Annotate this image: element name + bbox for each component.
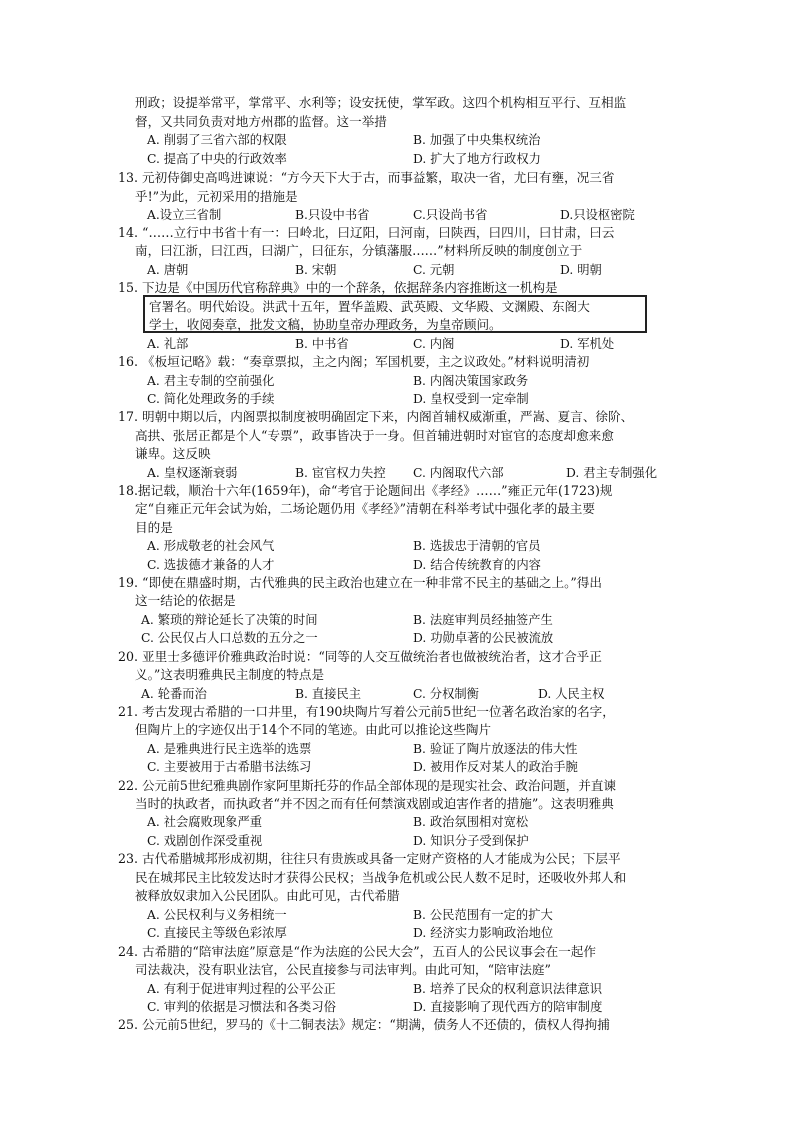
question-text-line: 督，又共同负责对地方州郡的监督。这一举措 (135, 114, 387, 129)
answer-option: A.设立三省制 (147, 208, 222, 222)
question-text-line: 25. 公元前5世纪，罗马的《十二铜表法》规定：“期满，债务人不还债的，债权人得拘捕 (118, 1017, 610, 1032)
question-text-line: 21. 考古发现古希腊的一口井里，有190块陶片写着公元前5世纪一位著名政治家的名字， (118, 704, 615, 719)
answer-option: A. 礼部 (147, 337, 189, 351)
question-text-line: 14. “……立行中书省十有一：曰岭北，曰辽阳，曰河南，曰陕西，曰四川，曰甘肃，曰云 (118, 225, 615, 240)
answer-option: D. 扩大了地方行政权力 (413, 152, 541, 166)
answer-option: A. 社会腐败现象严重 (147, 815, 263, 829)
answer-option: A. 公民权利与义务相统一 (147, 908, 287, 922)
question-text-line: 义。”这表明雅典民主制度的特点是 (135, 667, 325, 682)
question-text-line: 谦卑。这反映 (135, 446, 211, 461)
question-text-line: 15. 下边是《中国历代官称辞典》中的一个辞条，依据辞条内容推断这一机构是 (118, 280, 558, 295)
question-text-line: 学士，收阅奏章，批发文稿，协助皇帝办理政务，为皇帝顾问。 (149, 317, 502, 332)
question-text-line: 司法裁决，没有职业法官，公民直接参与司法审判。由此可知，“陪审法庭” (135, 962, 551, 977)
answer-option: A. 削弱了三省六部的权限 (147, 133, 287, 147)
question-text-line: 当时的执政者，而执政者“并不因之而有任何禁演戏剧或迫害作者的措施”。这表明雅典 (135, 796, 614, 811)
answer-option: D. 结合传统教育的内容 (413, 558, 541, 572)
answer-option: C. 主要被用于古希腊书法练习 (147, 760, 312, 774)
answer-option: B. 公民范围有一定的扩大 (413, 908, 553, 922)
answer-option: B. 内阁决策国家政务 (413, 374, 529, 388)
answer-option: D. 明朝 (560, 263, 602, 277)
answer-option: C. 直接民主等级色彩浓厚 (147, 926, 287, 940)
question-text-line: 定“自雍正元年会试为始，二场论题仍用《孝经》”清朝在科举考试中强化孝的最主要 (135, 501, 595, 516)
answer-option: D. 直接影响了现代西方的陪审制度 (413, 1000, 603, 1014)
answer-option: A. 唐朝 (147, 263, 189, 277)
answer-option: B. 培养了民众的权利意识法律意识 (413, 982, 603, 996)
answer-option: B. 加强了中央集权统治 (413, 133, 541, 147)
answer-option: C. 内阁 (413, 337, 455, 351)
answer-option: C. 审判的依据是习惯法和各类习俗 (147, 1000, 336, 1014)
answer-option: D. 经济实力影响政治地位 (413, 926, 554, 940)
question-text-line: 18.据记载，顺治十六年(1659年)，命“考官于论题间出《孝经》……”雍正元年(1723)规 (118, 483, 613, 498)
question-text-line: 24. 古希腊的“陪审法庭”原意是“作为法庭的公民大会”，五百人的公民议事会在一起作 (118, 944, 596, 959)
question-text-line: 17. 明朝中期以后，内阁票拟制度被明确固定下来，内阁首辅权威渐重，严嵩、夏言、徐阶、 (118, 409, 634, 424)
question-text-line: 23. 古代希腊城邦形成初期，往往只有贵族或具备一定财产资格的人才能成为公民；下层平 (118, 851, 621, 866)
answer-option: B. 选拔忠于清朝的官员 (413, 539, 541, 553)
answer-option: D. 知识分子受到保护 (413, 834, 529, 848)
question-text-line: 20. 亚里士多德评价雅典政治时说：“同等的人交互做统治者也做被统治者，这才合乎正 (118, 649, 602, 664)
question-text-line: 但陶片上的字迹仅出于14个不同的笔迹。由此可以推论这些陶片 (135, 722, 492, 737)
question-text-line: 19. “即使在鼎盛时期，古代雅典的民主政治也建立在一种非常不民主的基础之上。”得出 (118, 575, 602, 590)
answer-option: B. 宋朝 (295, 263, 337, 277)
question-text-line: 民在城邦民主比较发达时才获得公民权；当战争危机或公民人数不足时，还吸收外邦人和 (135, 870, 627, 885)
answer-option: D. 被用作反对某人的政治手腕 (413, 760, 578, 774)
answer-option: D. 功勋卓著的公民被流放 (413, 631, 554, 645)
answer-option: C. 公民仅占人口总数的五分之一 (141, 631, 318, 645)
answer-option: A. 皇权逐渐衰弱 (147, 466, 238, 480)
answer-option: A. 形成敬老的社会风气 (147, 539, 275, 553)
answer-option: A. 有利于促进审判过程的公平公正 (147, 982, 336, 996)
question-text-line: 官署名。明代始设。洪武十五年，置华盖殿、武英殿、文华殿、文渊殿、东阁大 (149, 299, 590, 314)
answer-option: B. 验证了陶片放逐法的伟大性 (413, 742, 578, 756)
answer-option: B. 宦官权力失控 (295, 466, 386, 480)
answer-option: A. 是雅典进行民主选举的选票 (147, 742, 312, 756)
answer-option: A. 君主专制的空前强化 (147, 374, 275, 388)
answer-option: C. 选拔德才兼备的人才 (147, 558, 275, 572)
question-text-line: 16. 《板垣记略》载：“奏章票拟，主之内阁；军国机要，主之议政处。”材料说明清初 (118, 354, 590, 369)
answer-option: A. 繁琐的辩论延长了决策的时间 (141, 613, 318, 627)
answer-option: A. 轮番而治 (141, 687, 207, 701)
answer-option: C. 内阁取代六部 (413, 466, 504, 480)
answer-option: C. 分权制衡 (413, 687, 479, 701)
question-text-line: 13. 元初侍御史高鸣进谏说：“方今天下大于古，而事益繁，取决一省，尤曰有壅，况三省 (118, 170, 615, 185)
question-text-line: 乎!”为此，元初采用的措施是 (135, 189, 298, 204)
question-text-line: 这一结论的依据是 (135, 593, 236, 608)
answer-option: B. 法庭审判员经抽签产生 (413, 613, 553, 627)
answer-option: C. 提高了中央的行政效率 (147, 152, 287, 166)
answer-option: D. 君主专制强化 (566, 466, 658, 480)
answer-option: B.只设中书省 (295, 208, 370, 222)
question-text-line: 22. 公元前5世纪雅典剧作家阿里斯托芬的作品全部体现的是现实社会、政治问题，并直谏 (118, 778, 617, 793)
question-text-line: 高拱、张居正都是个人“专票”，政事皆决于一身。但首辅进朝时对宦官的态度却愈来愈 (135, 428, 614, 443)
answer-option: D. 皇权受到一定牵制 (413, 392, 529, 406)
answer-option: D.只设枢密院 (560, 208, 635, 222)
answer-option: C. 戏剧创作深受重视 (147, 834, 263, 848)
answer-option: B. 直接民主 (295, 687, 362, 701)
question-text-line: 目的是 (135, 520, 173, 535)
question-text-line: 被释放奴隶加入公民团队。由此可见，古代希腊 (135, 888, 400, 903)
answer-option: D. 人民主权 (538, 687, 605, 701)
question-text-line: 南，曰江浙，曰江西，曰湖广，曰征东，分镇藩服……”材料所反映的制度创立于 (135, 243, 583, 258)
answer-option: D. 军机处 (560, 337, 615, 351)
answer-option: C. 简化处理政务的手续 (147, 392, 275, 406)
answer-option: C.只设尚书省 (413, 208, 488, 222)
answer-option: C. 元朝 (413, 263, 455, 277)
question-text-line: 刑政；设提举常平，掌常平、水利等；设安抚使，掌军政。这四个机构相互平行、互相监 (135, 95, 627, 110)
answer-option: B. 中书省 (295, 337, 349, 351)
answer-option: B. 政治氛围相对宽松 (413, 815, 529, 829)
